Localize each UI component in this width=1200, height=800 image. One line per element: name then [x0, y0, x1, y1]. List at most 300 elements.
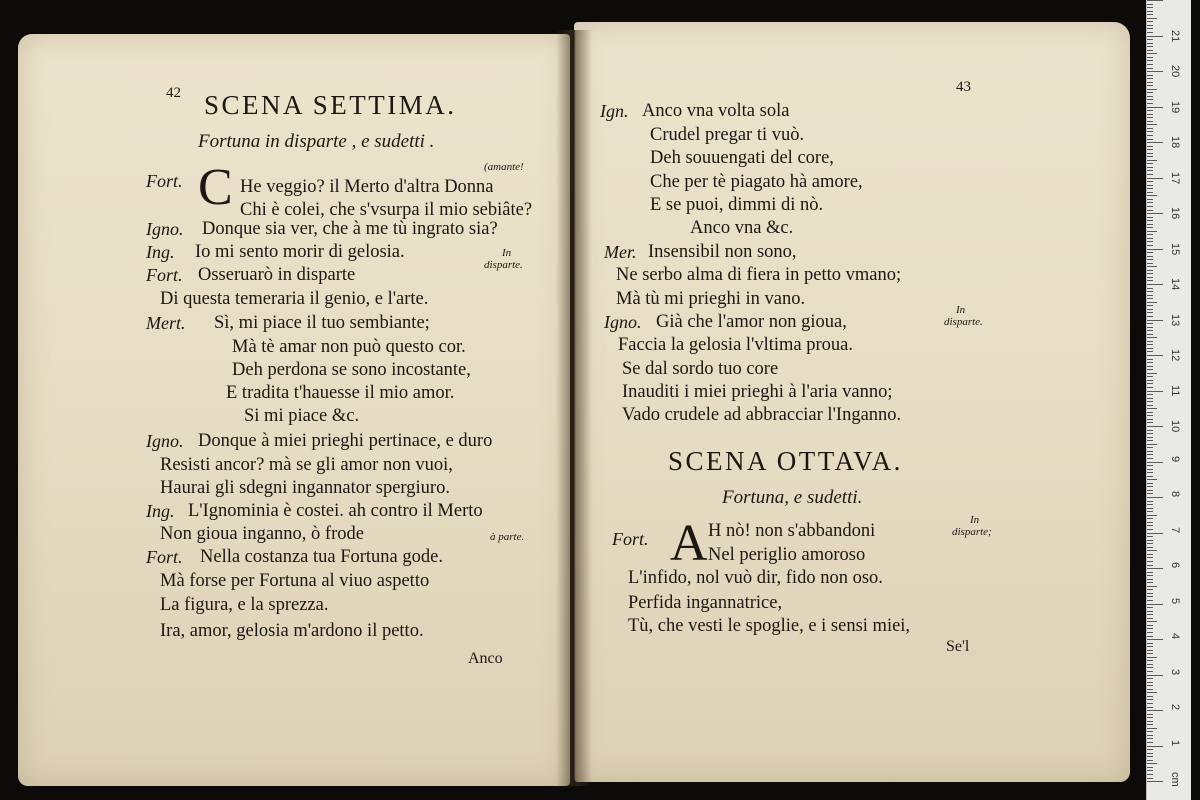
- ruler-tick: [1147, 738, 1153, 739]
- ruler-tick: [1147, 36, 1163, 37]
- catchword-left: Anco: [468, 650, 503, 667]
- ruler-tick: [1147, 181, 1153, 182]
- ruler-tick: [1147, 682, 1153, 683]
- ruler-number: 6: [1169, 562, 1181, 569]
- ruler-tick: [1147, 643, 1153, 644]
- ruler-tick: [1147, 604, 1163, 605]
- ruler-tick: [1147, 323, 1153, 324]
- ruler-tick: [1147, 291, 1153, 292]
- verse-line: Se dal sordo tuo core: [622, 359, 779, 379]
- ruler-tick: [1147, 53, 1157, 54]
- ruler-tick: [1147, 486, 1153, 487]
- ruler-tick: [1147, 39, 1153, 40]
- speaker: Fort.: [146, 265, 183, 285]
- ruler-tick: [1147, 57, 1153, 58]
- speaker: Ign.: [600, 101, 629, 121]
- ruler-tick: [1147, 170, 1153, 171]
- ruler-tick: [1147, 270, 1153, 271]
- ruler-tick: [1147, 167, 1153, 168]
- ruler-tick: [1147, 380, 1153, 381]
- ruler-tick: [1147, 714, 1153, 715]
- ruler-tick: [1147, 387, 1153, 388]
- ruler-tick: [1147, 479, 1157, 480]
- verse-line: Donque sia ver, che à me tù ingrato sia?: [202, 219, 498, 239]
- verse-line: L'Ignominia è costei. ah contro il Merto: [188, 501, 483, 521]
- ruler-tick: [1147, 405, 1153, 406]
- ruler-tick: [1147, 742, 1153, 743]
- ruler-tick: [1147, 89, 1157, 90]
- ruler-tick: [1147, 259, 1153, 260]
- ruler-tick: [1147, 241, 1153, 242]
- ruler-tick: [1147, 273, 1153, 274]
- ruler-tick: [1147, 710, 1163, 711]
- ruler-tick: [1147, 593, 1153, 594]
- ruler-tick: [1147, 579, 1153, 580]
- ruler-tick: [1147, 110, 1153, 111]
- ruler-tick: [1147, 731, 1153, 732]
- page-number-right: 43: [956, 79, 971, 95]
- book-gutter: [556, 30, 592, 786]
- ruler-tick: [1147, 522, 1153, 523]
- ruler-tick: [1147, 547, 1153, 548]
- ruler-tick: [1147, 586, 1157, 587]
- ruler-tick: [1147, 359, 1153, 360]
- ruler-tick: [1147, 18, 1157, 19]
- speaker: Mert.: [146, 313, 186, 333]
- ruler-tick: [1147, 660, 1153, 661]
- ruler-tick: [1147, 699, 1153, 700]
- ruler-tick: [1147, 447, 1153, 448]
- verse-line: Che per tè piagato hà amore,: [650, 172, 863, 192]
- ruler-tick: [1147, 497, 1163, 498]
- verse-line: Deh perdona se sono incostante,: [232, 360, 471, 380]
- ruler-tick: [1147, 309, 1153, 310]
- ruler-tick: [1147, 614, 1153, 615]
- ruler-tick: [1147, 465, 1153, 466]
- ruler-tick: [1147, 153, 1153, 154]
- ruler-number: 20: [1169, 65, 1181, 78]
- ruler-tick: [1147, 462, 1163, 463]
- ruler-tick: [1147, 280, 1153, 281]
- ruler-tick: [1147, 653, 1153, 654]
- verse-line: Già che l'amor non gioua,: [656, 312, 847, 332]
- ruler-tick: [1147, 696, 1153, 697]
- speaker: Fort.: [612, 529, 649, 549]
- ruler-tick: [1147, 312, 1153, 313]
- ruler-tick: [1147, 192, 1153, 193]
- verse-line: Anco vna &c.: [690, 218, 794, 238]
- ruler-tick: [1147, 600, 1153, 601]
- ruler-tick: [1147, 4, 1153, 5]
- ruler-tick: [1147, 721, 1153, 722]
- ruler-tick: [1147, 770, 1153, 771]
- ruler-tick: [1147, 263, 1153, 264]
- ruler-tick: [1147, 675, 1163, 676]
- ruler-tick: [1147, 117, 1153, 118]
- verse-line: Resisti ancor? mà se gli amor non vuoi,: [160, 455, 453, 475]
- ruler-tick: [1147, 362, 1153, 363]
- verse-line: Donque à miei prieghi pertinace, e duro: [198, 431, 493, 451]
- ruler-tick: [1147, 550, 1157, 551]
- ruler-tick: [1147, 366, 1153, 367]
- ruler-tick: [1147, 231, 1157, 232]
- verse-line: Tù, che vesti le spoglie, e i sensi miei,: [628, 616, 911, 636]
- speaker: Ing.: [146, 501, 175, 521]
- ruler-tick: [1147, 25, 1153, 26]
- ruler-tick: [1147, 664, 1153, 665]
- scene-title-left: SCENA SETTIMA.: [204, 90, 457, 120]
- ruler-tick: [1147, 288, 1153, 289]
- verse-line: Mà tù mi prieghi in vano.: [616, 289, 806, 309]
- ruler-tick: [1147, 632, 1153, 633]
- ruler-tick: [1147, 391, 1163, 392]
- ruler-tick: [1147, 760, 1153, 761]
- drop-cap: A: [670, 515, 708, 572]
- ruler-tick: [1147, 707, 1153, 708]
- ruler-tick: [1147, 188, 1153, 189]
- ruler-tick: [1147, 483, 1153, 484]
- ruler-tick: [1147, 320, 1163, 321]
- ruler-tick: [1147, 476, 1153, 477]
- ruler-tick: [1147, 114, 1153, 115]
- speaker: Igno.: [146, 219, 184, 239]
- verse-line: Ira, amor, gelosia m'ardono il petto.: [160, 621, 424, 641]
- ruler-tick: [1147, 533, 1163, 534]
- ruler-tick: [1147, 767, 1153, 768]
- ruler-tick: [1147, 728, 1157, 729]
- ruler-tick: [1147, 437, 1153, 438]
- ruler-tick: [1147, 14, 1153, 15]
- verse-line: Nella costanza tua Fortuna gode.: [200, 547, 443, 567]
- ruler-tick: [1147, 178, 1163, 179]
- ruler-tick: [1147, 561, 1153, 562]
- ruler-number: 11: [1169, 384, 1181, 396]
- verse-line: Sì, mi piace il tuo sembiante;: [214, 313, 430, 333]
- ruler-tick: [1147, 249, 1163, 250]
- ruler-tick: [1147, 678, 1153, 679]
- ruler-tick: [1147, 426, 1163, 427]
- ruler-tick: [1147, 394, 1153, 395]
- ruler-tick: [1147, 174, 1153, 175]
- ruler-tick: [1147, 515, 1157, 516]
- speaker: Igno.: [146, 431, 184, 451]
- ruler-tick: [1147, 753, 1153, 754]
- ruler-number: 18: [1169, 136, 1181, 149]
- ruler-tick: [1147, 543, 1153, 544]
- verse-line: H nò! non s'abbandoni: [708, 521, 876, 541]
- ruler-tick: [1147, 582, 1153, 583]
- ruler-tick: [1147, 50, 1153, 51]
- ruler-tick: [1147, 493, 1153, 494]
- ruler-tick: [1147, 501, 1153, 502]
- ruler-tick: [1147, 217, 1153, 218]
- ruler-number: 10: [1169, 420, 1181, 433]
- measuring-ruler: [1146, 0, 1191, 800]
- ruler-tick: [1147, 256, 1153, 257]
- ruler-tick: [1147, 341, 1153, 342]
- ruler-tick: [1147, 646, 1153, 647]
- ruler-tick: [1147, 422, 1153, 423]
- drop-cap: C: [198, 159, 233, 216]
- aside-disparte: disparte.: [944, 316, 983, 328]
- ruler-tick: [1147, 518, 1153, 519]
- ruler-tick: [1147, 376, 1153, 377]
- speaker: Igno.: [604, 312, 642, 332]
- ruler-tick: [1147, 621, 1157, 622]
- ruler-tick: [1147, 685, 1153, 686]
- ruler-tick: [1147, 763, 1157, 764]
- ruler-tick: [1147, 21, 1153, 22]
- ruler-number: 19: [1169, 100, 1181, 113]
- verse-line: L'infido, nol vuò dir, fido non oso.: [628, 568, 883, 588]
- ruler-tick: [1147, 85, 1153, 86]
- verse-line: E tradita t'hauesse il mio amor.: [226, 383, 455, 403]
- scene-subtitle-right: Fortuna, e sudetti.: [722, 487, 863, 508]
- ruler-tick: [1147, 650, 1153, 651]
- ruler-tick: [1147, 536, 1153, 537]
- ruler-tick: [1147, 348, 1153, 349]
- ruler-tick: [1147, 43, 1153, 44]
- ruler-tick: [1147, 692, 1157, 693]
- ruler-number: 5: [1169, 597, 1181, 604]
- ruler-tick: [1147, 401, 1153, 402]
- speaker: Fort.: [146, 547, 183, 567]
- ruler-tick: [1147, 540, 1153, 541]
- ruler-tick: [1147, 124, 1157, 125]
- ruler-number: 13: [1169, 313, 1181, 326]
- ruler-tick: [1147, 92, 1153, 93]
- ruler-tick: [1147, 142, 1163, 143]
- ruler-tick: [1147, 185, 1153, 186]
- catchword-right: Se'l: [946, 638, 970, 655]
- ruler-tick: [1147, 78, 1153, 79]
- scene-subtitle-left: Fortuna in disparte , e sudetti .: [198, 131, 435, 152]
- ruler-tick: [1147, 749, 1153, 750]
- ruler-tick: [1147, 724, 1153, 725]
- ruler-tick: [1147, 234, 1153, 235]
- aside-in: In: [502, 247, 512, 259]
- ruler-tick: [1147, 238, 1153, 239]
- ruler-tick: [1147, 454, 1153, 455]
- ruler-number: 4: [1169, 633, 1181, 640]
- ruler-unit-label: cm: [1169, 772, 1181, 787]
- ruler-tick: [1147, 210, 1153, 211]
- ruler-tick: [1147, 75, 1153, 76]
- ruler-tick: [1147, 557, 1153, 558]
- ruler-tick: [1147, 433, 1153, 434]
- aside-disparte: disparte;: [952, 526, 992, 538]
- ruler-tick: [1147, 195, 1157, 196]
- ruler-tick: [1147, 121, 1153, 122]
- ruler-tick: [1147, 717, 1153, 718]
- ruler-number: 8: [1169, 491, 1181, 498]
- verse-line: Insensibil non sono,: [648, 242, 797, 262]
- ruler-number: 21: [1169, 29, 1181, 42]
- ruler-tick: [1147, 139, 1153, 140]
- ruler-tick: [1147, 565, 1153, 566]
- ruler-tick: [1147, 227, 1153, 228]
- ruler-tick: [1147, 135, 1153, 136]
- ruler-tick: [1147, 568, 1163, 569]
- ruler-tick: [1147, 32, 1153, 33]
- ruler-tick: [1147, 408, 1157, 409]
- ruler-tick: [1147, 451, 1153, 452]
- ruler-tick: [1147, 82, 1153, 83]
- ruler-tick: [1147, 469, 1153, 470]
- verse-line: Ne serbo alma di fiera in petto vmano;: [616, 265, 902, 285]
- ruler-tick: [1147, 373, 1157, 374]
- ruler-tick: [1147, 302, 1157, 303]
- verse-line: Faccia la gelosia l'vltima proua.: [618, 335, 854, 355]
- ruler-number: 1: [1169, 739, 1181, 746]
- ruler-tick: [1147, 220, 1153, 221]
- ruler-tick: [1147, 327, 1153, 328]
- ruler-tick: [1147, 383, 1153, 384]
- verse-line: Si mi piace &c.: [244, 406, 360, 426]
- verse-line: Chi è colei, che s'vsurpa il mio sebiâte?: [240, 200, 533, 220]
- ruler-tick: [1147, 778, 1153, 779]
- ruler-tick: [1147, 0, 1163, 1]
- ruler-tick: [1147, 508, 1153, 509]
- ruler-tick: [1147, 636, 1153, 637]
- ruler-tick: [1147, 596, 1153, 597]
- ruler-tick: [1147, 284, 1163, 285]
- verse-line: Osseruarò in disparte: [198, 265, 356, 285]
- ruler-tick: [1147, 529, 1153, 530]
- ruler-tick: [1147, 146, 1153, 147]
- ruler-tick: [1147, 628, 1153, 629]
- ruler-tick: [1147, 156, 1153, 157]
- ruler-tick: [1147, 618, 1153, 619]
- ruler-tick: [1147, 472, 1153, 473]
- ruler-tick: [1147, 295, 1153, 296]
- ruler-tick: [1147, 525, 1153, 526]
- ruler-tick: [1147, 277, 1153, 278]
- ruler-tick: [1147, 64, 1153, 65]
- speaker: Ing.: [146, 242, 175, 262]
- aside-in: In: [956, 304, 966, 316]
- verse-line: Nel periglio amoroso: [708, 545, 866, 565]
- ruler-tick: [1147, 607, 1153, 608]
- verse-line: La figura, e la sprezza.: [160, 595, 329, 615]
- verse-line: Mà tè amar non può questo cor.: [232, 337, 466, 357]
- ruler-tick: [1147, 689, 1153, 690]
- verse-line: Inauditi i miei prieghi à l'aria vanno;: [622, 382, 893, 402]
- ruler-tick: [1147, 316, 1153, 317]
- ruler-tick: [1147, 703, 1153, 704]
- aside-a-parte: à parte.: [490, 531, 525, 543]
- ruler-tick: [1147, 160, 1157, 161]
- verse-line: Non gioua inganno, ò frode: [160, 524, 364, 544]
- ruler-tick: [1147, 199, 1153, 200]
- ruler-tick: [1147, 671, 1153, 672]
- ruler-tick: [1147, 103, 1153, 104]
- ruler-tick: [1147, 71, 1163, 72]
- ruler-tick: [1147, 572, 1153, 573]
- ruler-tick: [1147, 305, 1153, 306]
- verse-line: Perfida ingannatrice,: [628, 593, 783, 613]
- ruler-number: 17: [1169, 171, 1181, 184]
- verse-line: Io mi sento morir di gelosia.: [195, 242, 405, 262]
- ruler-tick: [1147, 163, 1153, 164]
- ruler-tick: [1147, 781, 1163, 782]
- ruler-tick: [1147, 298, 1153, 299]
- ruler-tick: [1147, 351, 1153, 352]
- ruler-tick: [1147, 149, 1153, 150]
- ruler-number: 7: [1169, 526, 1181, 533]
- ruler-tick: [1147, 224, 1153, 225]
- ruler-tick: [1147, 128, 1153, 129]
- verse-line: Deh souuengati del core,: [650, 148, 834, 168]
- ruler-tick: [1147, 575, 1153, 576]
- aside-disparte: disparte.: [484, 259, 523, 271]
- ruler-tick: [1147, 625, 1153, 626]
- ruler-tick: [1147, 639, 1163, 640]
- ruler-tick: [1147, 355, 1163, 356]
- verse-line: He veggio? il Merto d'altra Donna: [240, 177, 494, 197]
- ruler-tick: [1147, 245, 1153, 246]
- ruler-tick: [1147, 202, 1153, 203]
- ruler-tick: [1147, 213, 1163, 214]
- scene-title-right: SCENA OTTAVA.: [668, 446, 903, 476]
- ruler-tick: [1147, 337, 1157, 338]
- ruler-tick: [1147, 440, 1153, 441]
- ruler-tick: [1147, 28, 1153, 29]
- ruler-tick: [1147, 746, 1163, 747]
- ruler-tick: [1147, 504, 1153, 505]
- aside-in: In: [970, 514, 980, 526]
- ruler-tick: [1147, 369, 1153, 370]
- ruler-tick: [1147, 334, 1153, 335]
- ruler-tick: [1147, 60, 1153, 61]
- ruler-number: 9: [1169, 455, 1181, 462]
- ruler-tick: [1147, 430, 1153, 431]
- ruler-tick: [1147, 490, 1153, 491]
- verse-line: Crudel pregar ti vuò.: [650, 125, 805, 145]
- ruler-tick: [1147, 344, 1153, 345]
- ruler-tick: [1147, 774, 1153, 775]
- page-number-left: 42: [166, 85, 181, 101]
- verse-line: Anco vna volta sola: [642, 101, 790, 121]
- ruler-tick: [1147, 756, 1153, 757]
- ruler-tick: [1147, 99, 1153, 100]
- verse-line: Vado crudele ad abbracciar l'Inganno.: [622, 405, 902, 425]
- ruler-tick: [1147, 252, 1153, 253]
- ruler-number: 16: [1169, 207, 1181, 220]
- ruler-tick: [1147, 330, 1153, 331]
- ruler-tick: [1147, 657, 1157, 658]
- speaker: Fort.: [146, 171, 183, 191]
- verse-line: E se puoi, dimmi di nò.: [650, 195, 824, 215]
- ruler-tick: [1147, 589, 1153, 590]
- ruler-tick: [1147, 11, 1153, 12]
- ruler-tick: [1147, 412, 1153, 413]
- ruler-tick: [1147, 68, 1153, 69]
- ruler-number: 14: [1169, 278, 1181, 291]
- ruler-tick: [1147, 444, 1157, 445]
- ruler-tick: [1147, 415, 1153, 416]
- ruler-tick: [1147, 131, 1153, 132]
- ruler-tick: [1147, 554, 1153, 555]
- ruler-tick: [1147, 398, 1153, 399]
- ruler-tick: [1147, 735, 1153, 736]
- ruler-tick: [1147, 511, 1153, 512]
- ruler-tick: [1147, 458, 1153, 459]
- ruler-tick: [1147, 206, 1153, 207]
- ruler-tick: [1147, 611, 1153, 612]
- ruler-tick: [1147, 46, 1153, 47]
- ruler-number: 12: [1169, 349, 1181, 362]
